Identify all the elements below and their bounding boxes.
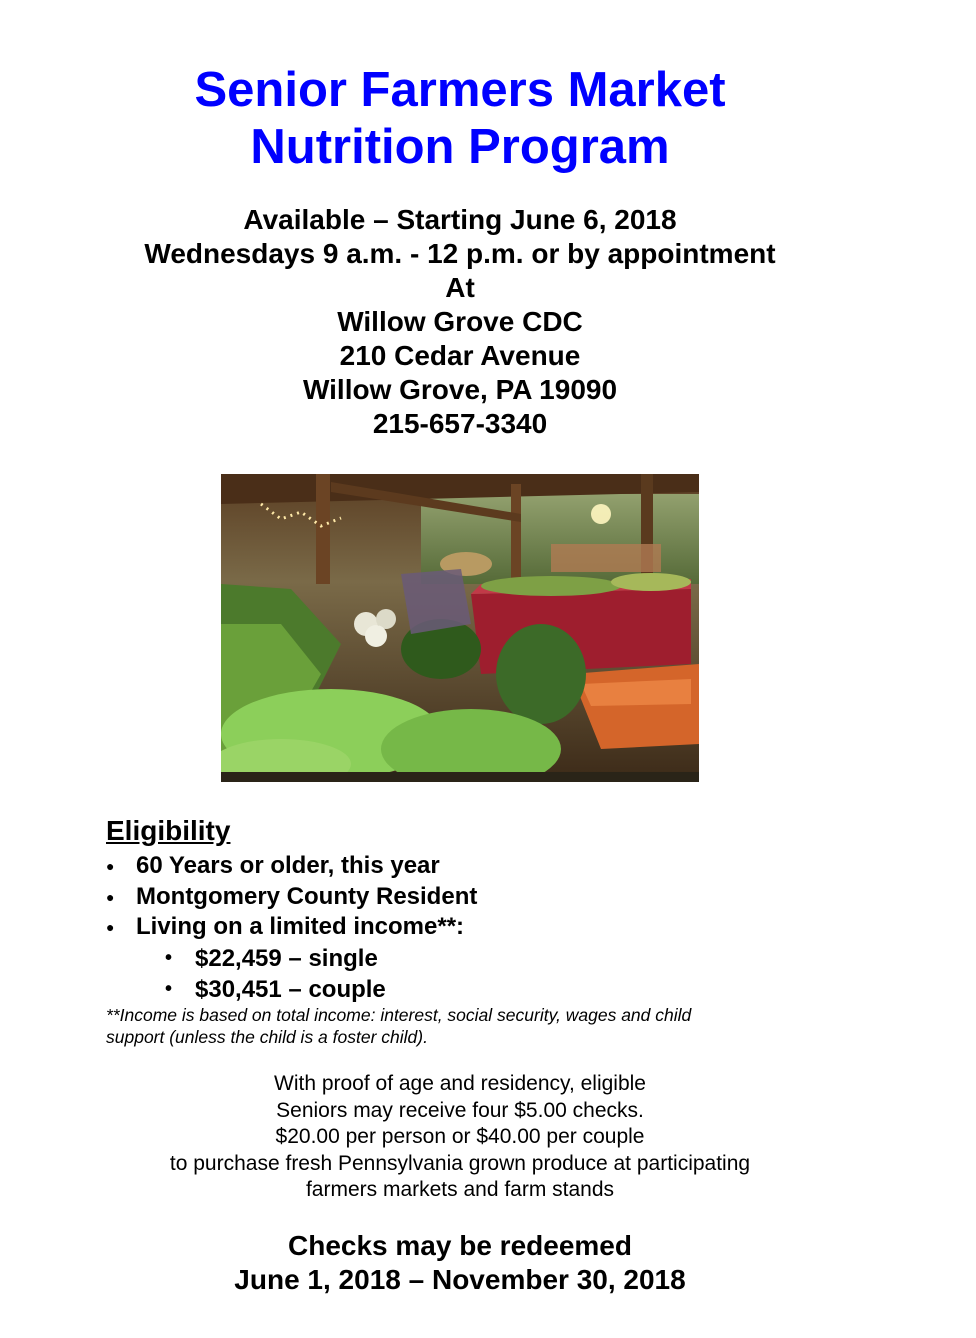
- benefit-description: [0, 1071, 920, 1204]
- schedule-and-location: [0, 203, 920, 441]
- income-footnote: [106, 1004, 806, 1048]
- bullet-icon: ●: [106, 858, 115, 874]
- hours: Wednesdays 9 a.m. - 12 p.m. or by appointment: [144, 238, 776, 269]
- income-limits-list: [165, 943, 386, 1005]
- flyer-title: [0, 62, 920, 176]
- list-item: [106, 882, 477, 913]
- eligibility-heading: Eligibility: [106, 815, 231, 846]
- list-item: [106, 851, 477, 882]
- proof-line-3: $20.00 per person or $40.00 per couple: [275, 1125, 645, 1148]
- availability-date: Available – Starting June 6, 2018: [243, 204, 677, 235]
- list-item: [165, 943, 386, 974]
- eligibility-residency: Montgomery County Resident: [136, 882, 478, 910]
- location-name: Willow Grove CDC: [337, 306, 583, 337]
- redemption-period: [0, 1229, 920, 1297]
- proof-line-4: to purchase fresh Pennsylvania grown produce at participating: [169, 1151, 751, 1175]
- list-item: [165, 974, 386, 1005]
- bullet-icon: •: [165, 978, 173, 1000]
- eligibility-income: Living on a limited income**:: [136, 913, 465, 940]
- eligibility-age: 60 Years or older, this year: [136, 852, 440, 879]
- farmers-market-photo-illustration: [221, 474, 699, 782]
- proof-line-1: With proof of age and residency, eligible: [274, 1072, 646, 1095]
- farmers-market-photo: [221, 474, 699, 782]
- proof-line-2: Seniors may receive four $5.00 checks.: [276, 1098, 644, 1122]
- footnote-line-1: **Income is based on total income: interest, social security, wages and child: [106, 1005, 692, 1025]
- income-limit-couple: $30,451 – couple: [195, 976, 386, 1003]
- bullet-icon: •: [165, 947, 173, 969]
- proof-line-5: farmers markets and farm stands: [305, 1178, 615, 1201]
- title-line-1: Senior Farmers Market: [194, 63, 726, 117]
- eligibility-list: [106, 851, 477, 943]
- city-state-zip: Willow Grove, PA 19090: [302, 374, 618, 405]
- phone-number: 215-657-3340: [372, 408, 548, 439]
- bullet-icon: ●: [106, 919, 115, 935]
- income-limit-single: $22,459 – single: [195, 945, 378, 972]
- street-address: 210 Cedar Avenue: [339, 340, 581, 371]
- title-line-2: Nutrition Program: [250, 120, 670, 174]
- at-label: At: [445, 272, 475, 303]
- redeem-line-2: June 1, 2018 – November 30, 2018: [234, 1264, 686, 1295]
- bullet-icon: ●: [106, 888, 115, 905]
- footnote-line-2: support (unless the child is a foster child).: [106, 1027, 428, 1047]
- list-item: [106, 912, 477, 943]
- redeem-line-1: Checks may be redeemed: [288, 1230, 632, 1261]
